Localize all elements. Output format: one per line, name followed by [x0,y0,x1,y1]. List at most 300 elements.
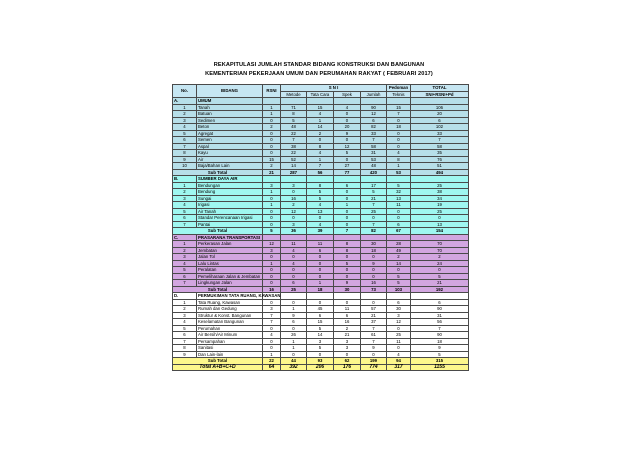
row-teknis: 13 [387,195,411,202]
row-bidang: Jalan Tol [197,254,263,261]
row-spek: 0 [334,137,361,144]
row-tata-cara: 0 [307,267,334,274]
header-bidang: BIDANG [197,85,263,98]
row-spek: 8 [334,247,361,254]
row-metode: 16 [281,195,307,202]
row-total: 13 [411,221,469,228]
row-spek: 8 [334,241,361,248]
subtotal-value: 420 [361,169,387,176]
row-rsni: 1 [263,111,281,118]
row-tata-cara: 3 [307,338,334,345]
subtotal-value: 192 [411,286,469,293]
row-total: 9 [411,345,469,352]
row-tata-cara: 6 [307,247,334,254]
row-rsni: 0 [263,130,281,137]
row-tata-cara: 4 [307,202,334,209]
row-bidang: Pantai [197,221,263,228]
row-bidang: Agregat [197,130,263,137]
row-spek: 0 [334,208,361,215]
grand-total-value: 1155 [411,364,469,371]
row-tata-cara: 6 [307,312,334,319]
row-no: 2 [173,111,197,118]
row-tata-cara: 15 [307,104,334,111]
row-teknis: 2 [387,254,411,261]
row-teknis: 14 [387,260,411,267]
row-bidang: Sungai [197,195,263,202]
row-metode: 4 [281,247,307,254]
row-rsni: 1 [263,202,281,209]
row-total: 70 [411,247,469,254]
row-rsni: 7 [263,319,281,326]
subtotal-value: 53 [387,169,411,176]
row-total: 25 [411,208,469,215]
row-no: 4 [173,202,197,209]
row-bidang: Peralatan [197,267,263,274]
row-no: 3 [173,117,197,124]
grand-total-value: 176 [334,364,361,371]
row-bidang: Beton [197,124,263,131]
row-bidang: Irigasi [197,202,263,209]
subtotal-value: 44 [281,358,307,365]
row-tata-cara: 0 [307,137,334,144]
row-total: 0 [411,215,469,222]
row-total: 25 [411,182,469,189]
row-total: 20 [411,111,469,118]
row-bidang: Kayu [197,150,263,157]
row-rsni: 1 [263,104,281,111]
row-rsni: 0 [263,150,281,157]
subtotal-value: 36 [281,228,307,235]
row-metode: 2 [281,202,307,209]
row-jumlah: 58 [361,143,387,150]
row-spek: 0 [334,221,361,228]
row-teknis: 0 [387,130,411,137]
row-bidang: Dan Lain-lain [197,351,263,358]
row-metode: 6 [281,319,307,326]
row-jumlah: 0 [361,299,387,306]
row-rsni: 0 [263,215,281,222]
row-no: 1 [173,104,197,111]
subtotal-value: 315 [411,358,469,365]
subtotal-value: 82 [361,228,387,235]
row-teknis: 11 [387,202,411,209]
row-teknis: 12 [387,319,411,326]
row-spek: 2 [334,325,361,332]
row-bidang: Keselamatan Bangunan [197,319,263,326]
row-total: 76 [411,156,469,163]
row-bidang: Bendungan [197,182,263,189]
row-metode: 1 [281,306,307,313]
subtotal-value: 103 [387,286,411,293]
row-jumlah: 0 [361,215,387,222]
row-tata-cara: 5 [307,189,334,196]
table-body [173,98,469,371]
row-total: 21 [411,280,469,287]
header-total: TOTAL [411,85,469,92]
row-rsni: 0 [263,273,281,280]
header-jumlah: Jumlah [361,91,387,98]
row-rsni: 15 [263,156,281,163]
row-jumlah: 82 [361,124,387,131]
row-no: 3 [173,312,197,319]
row-spek: 0 [334,189,361,196]
row-jumlah: 0 [361,254,387,261]
subtotal-value: 30 [334,286,361,293]
subtotal-value: 5 [263,228,281,235]
row-tata-cara: 13 [307,208,334,215]
row-metode: 9 [281,312,307,319]
row-spek: 1 [334,202,361,209]
row-bidang: Lingkungan Jalan [197,280,263,287]
row-tata-cara: 5 [307,195,334,202]
row-tata-cara: 14 [307,124,334,131]
header-pedoman: Pedoman [387,85,411,92]
row-metode: 14 [281,163,307,170]
row-jumlah: 31 [361,150,387,157]
row-spek: 21 [334,332,361,339]
row-teknis: 4 [387,351,411,358]
subtotal-label: Sub Total [173,286,263,293]
subtotal-value: 21 [263,169,281,176]
row-metode: 0 [281,325,307,332]
row-jumlah: 61 [361,332,387,339]
row-no: 2 [173,306,197,313]
row-spek: 0 [334,117,361,124]
row-jumlah: 9 [361,345,387,352]
header-spek: Spek [334,91,361,98]
row-no: 5 [173,208,197,215]
row-teknis: 8 [387,156,411,163]
row-spek: 6 [334,312,361,319]
row-metode: 0 [281,273,307,280]
row-total: 19 [411,202,469,209]
row-no: 7 [173,221,197,228]
row-jumlah: 0 [361,351,387,358]
row-bidang: Sedimen [197,117,263,124]
row-jumlah: 7 [361,338,387,345]
subtotal-label: Sub Total [173,228,263,235]
row-jumlah: 18 [361,247,387,254]
row-bidang: Rumah dan Gedung [197,306,263,313]
row-metode: 3 [281,221,307,228]
row-teknis: 6 [387,299,411,306]
row-jumlah: 7 [361,137,387,144]
row-total: 5 [411,273,469,280]
row-no: 6 [173,332,197,339]
row-teknis: 0 [387,137,411,144]
row-total: 34 [411,195,469,202]
row-tata-cara: 0 [307,260,334,267]
row-metode: 0 [281,299,307,306]
row-rsni: 0 [263,195,281,202]
row-bidang: Persampahan [197,338,263,345]
subtotal-value: 494 [411,169,469,176]
grand-total-value: 774 [361,364,387,371]
row-tata-cara: 8 [307,143,334,150]
row-no: 6 [173,273,197,280]
row-no: 8 [173,150,197,157]
row-teknis: 6 [387,221,411,228]
row-spek: 0 [334,273,361,280]
row-total: 90 [411,306,469,313]
row-bidang: Perumahan [197,325,263,332]
row-bidang: Batuan [197,111,263,118]
row-tata-cara: 4 [307,221,334,228]
row-rsni: 1 [263,351,281,358]
subtotal-value: 67 [387,228,411,235]
row-teknis: 15 [387,104,411,111]
subtotal-value: 18 [307,286,334,293]
row-metode: 52 [281,156,307,163]
row-rsni: 2 [263,124,281,131]
row-no: 4 [173,124,197,131]
row-teknis: 0 [387,215,411,222]
subtotal-value: 25 [281,286,307,293]
row-no: 10 [173,163,197,170]
row-rsni: 0 [263,338,281,345]
row-metode: 0 [281,215,307,222]
row-rsni: 3 [263,306,281,313]
row-teknis: 25 [387,332,411,339]
subtotal-label: Sub Total [173,358,263,365]
section-letter: B. [173,176,197,183]
grand-total-value: 64 [263,364,281,371]
row-spek: 3 [334,338,361,345]
row-tata-cara: 1 [307,117,334,124]
row-tata-cara: 5 [307,345,334,352]
row-total: 90 [411,332,469,339]
subtotal-value: 22 [263,358,281,365]
row-spek: 9 [334,280,361,287]
row-tata-cara: 7 [307,163,334,170]
row-total: 31 [411,312,469,319]
row-tata-cara: 45 [307,306,334,313]
row-tata-cara: 1 [307,280,334,287]
report-subtitle: KEMENTERIAN PEKERJAAN UMUM DAN PERUMAHAN RAKYAT ( FEBRUARI 2017) [205,71,433,77]
row-teknis: 7 [387,111,411,118]
row-rsni: 0 [263,117,281,124]
header-metode: Metode [281,91,307,98]
row-jumlah: 12 [361,111,387,118]
row-jumlah: 25 [361,208,387,215]
row-tata-cara: 0 [307,273,334,280]
row-spek: 5 [334,150,361,157]
row-total: 102 [411,124,469,131]
row-no: 5 [173,267,197,274]
row-teknis: 0 [387,143,411,150]
row-total: 6 [411,117,469,124]
row-jumlah: 53 [361,156,387,163]
subtotal-value: 93 [307,358,334,365]
row-teknis: 0 [387,208,411,215]
row-rsni: 0 [263,267,281,274]
row-spek: 0 [334,351,361,358]
row-no: 7 [173,338,197,345]
row-metode: 3 [281,182,307,189]
row-total: 5 [411,351,469,358]
row-metode: 11 [281,241,307,248]
row-no: 4 [173,260,197,267]
row-metode: 1 [281,338,307,345]
row-teknis: 49 [387,247,411,254]
row-rsni: 0 [263,208,281,215]
row-jumlah: 30 [361,241,387,248]
row-rsni: 1 [263,260,281,267]
row-spek: 0 [334,267,361,274]
row-tata-cara: 1 [307,156,334,163]
row-tata-cara: 0 [307,215,334,222]
row-rsni: 0 [263,143,281,150]
row-rsni: 4 [263,332,281,339]
subtotal-value: 39 [307,228,334,235]
row-teknis: 32 [387,189,411,196]
row-bidang: Bendung [197,189,263,196]
row-jumlah: 16 [361,280,387,287]
header-no: No. [173,85,197,98]
row-teknis: 0 [387,117,411,124]
row-rsni: 0 [263,254,281,261]
row-metode: 0 [281,267,307,274]
section-name: PERMUKIMAN TATA RUANG, KAWASAN [198,293,281,298]
row-no: 6 [173,215,197,222]
row-bidang: Baja/Bahan Lain [197,163,263,170]
row-bidang: Semen [197,137,263,144]
row-jumlah: 6 [361,117,387,124]
row-tata-cara: 11 [307,241,334,248]
row-spek: 12 [334,143,361,150]
subtotal-value: 7 [334,228,361,235]
row-no: 6 [173,137,197,144]
row-total: 56 [411,319,469,326]
row-metode: 0 [281,189,307,196]
grand-total-label: Total A+B+C+D [173,364,263,371]
subtotal-value: 16 [263,286,281,293]
row-jumlah: 17 [361,182,387,189]
row-metode: 4 [281,260,307,267]
row-metode: 0 [281,254,307,261]
row-total: 38 [411,189,469,196]
row-spek: 20 [334,124,361,131]
row-rsni: 0 [263,137,281,144]
row-bidang: Lalu Lintas [197,260,263,267]
row-bidang: Struktur & Konst. Bangunan [197,312,263,319]
section-name: PRASARANA TRANSPORTASI [197,234,263,241]
row-teknis: 0 [387,325,411,332]
row-teknis: 5 [387,273,411,280]
standards-table [172,84,469,371]
row-metode: 5 [281,117,307,124]
row-bidang: Aspal [197,143,263,150]
row-no: 5 [173,130,197,137]
row-no: 5 [173,325,197,332]
row-jumlah: 7 [361,202,387,209]
row-teknis: 3 [387,312,411,319]
row-metode: 8 [281,111,307,118]
row-metode: 1 [281,345,307,352]
row-metode: 26 [281,332,307,339]
row-rsni: 7 [263,312,281,319]
row-rsni: 3 [263,182,281,189]
subtotal-value: 154 [411,228,469,235]
row-metode: 6 [281,280,307,287]
row-total: 7 [411,325,469,332]
row-spek: 5 [334,260,361,267]
row-jumlah: 90 [361,104,387,111]
row-teknis: 30 [387,306,411,313]
grand-total-row [173,364,469,371]
row-no: 1 [173,182,197,189]
row-spek: 0 [334,215,361,222]
row-no: 9 [173,351,197,358]
row-metode: 71 [281,104,307,111]
row-bidang: Perkerasan Jalan [197,241,263,248]
header-rsni: RSNI [263,85,281,98]
row-jumlah: 7 [361,325,387,332]
row-jumlah: 33 [361,130,387,137]
row-tata-cara: 0 [307,351,334,358]
row-total: 51 [411,163,469,170]
row-jumlah: 5 [361,189,387,196]
row-no: 2 [173,189,197,196]
header-tata-cara: Tata Cara [307,91,334,98]
section-letter: D. [173,293,197,300]
row-spek: 0 [334,156,361,163]
row-metode: 0 [281,351,307,358]
row-total: 70 [411,241,469,248]
row-teknis: 5 [387,182,411,189]
row-total: 24 [411,260,469,267]
row-teknis: 0 [387,345,411,352]
row-no: 1 [173,241,197,248]
row-total: 2 [411,254,469,261]
row-rsni: 0 [263,280,281,287]
row-metode: 38 [281,143,307,150]
row-jumlah: 57 [361,306,387,313]
row-spek: 3 [334,345,361,352]
section-name: SUMBER DAYA AIR [197,176,263,183]
row-jumlah: 21 [361,195,387,202]
row-no: 8 [173,345,197,352]
row-no: 1 [173,299,197,306]
row-tata-cara: 4 [307,111,334,118]
row-jumlah: 48 [361,163,387,170]
subtotal-value: 62 [334,358,361,365]
row-total: 6 [411,299,469,306]
row-tata-cara: 8 [307,182,334,189]
row-no: 2 [173,247,197,254]
row-spek: 16 [334,319,361,326]
row-metode: 48 [281,124,307,131]
row-no: 3 [173,195,197,202]
subtotal-value: 94 [387,358,411,365]
row-total: 58 [411,143,469,150]
row-total: 0 [411,267,469,274]
subtotal-value: 56 [307,169,334,176]
row-bidang: Tanah [197,104,263,111]
row-rsni: 0 [263,325,281,332]
row-bidang: Air Tanah [197,208,263,215]
row-spek: 6 [334,182,361,189]
row-spek: 0 [334,299,361,306]
row-spek: 4 [334,104,361,111]
header-total-formula: SNI+RSNI+Pd [411,91,469,98]
row-total: 35 [411,150,469,157]
grand-total-value: 206 [307,364,334,371]
row-metode: 22 [281,150,307,157]
row-no: 7 [173,280,197,287]
row-bidang: Pemeliharaan Jalan & Jembatan [197,273,263,280]
row-rsni: 0 [263,221,281,228]
